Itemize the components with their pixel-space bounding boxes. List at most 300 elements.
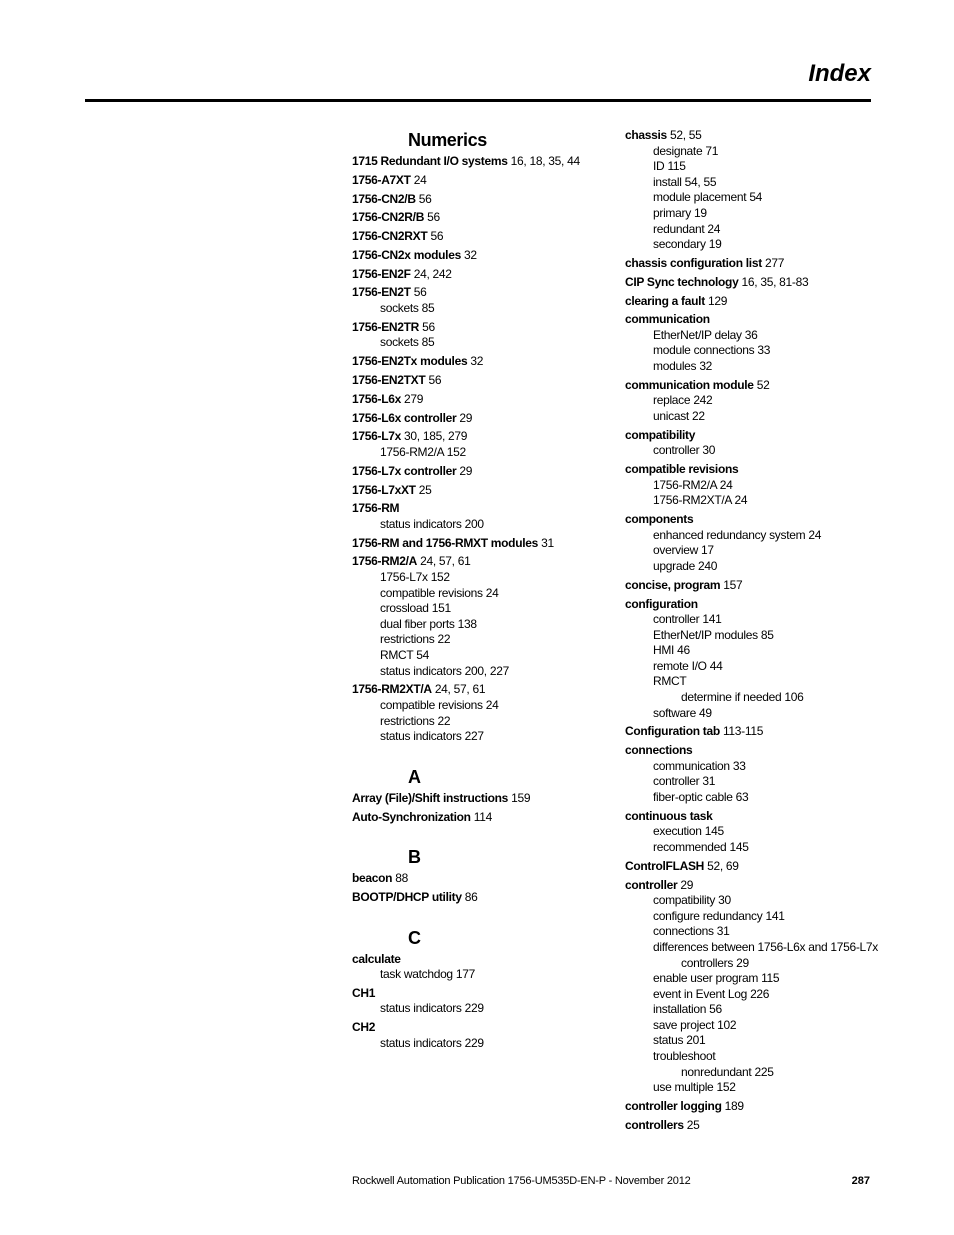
index-subentry [625,674,885,690]
index-entry [625,859,885,875]
index-page-refs: 86 [464,889,478,904]
index-entry [352,1020,614,1036]
index-page-refs: 24, 57, 61 [434,682,486,697]
index-term: installation [653,1002,707,1017]
index-page-refs: 225 [754,1064,774,1079]
index-entry [352,682,614,698]
index-page-refs: 85 [760,627,774,642]
index-page-refs: 88 [395,871,409,886]
index-term: nonredundant [681,1064,752,1079]
index-entry [352,554,614,570]
index-subentry [352,301,614,317]
index-term: 1756-RM [352,501,400,516]
index-page-refs: 141 [702,612,722,627]
index-entry [352,429,614,445]
index-column-right [625,128,885,1133]
index-subentry [625,409,885,425]
index-term: 1756-RM2XT/A [653,493,732,508]
index-page-refs: 102 [717,1017,737,1032]
index-subentry [352,1036,614,1052]
index-page-refs: 24 [485,697,499,712]
index-entry [625,1099,885,1115]
index-entry [625,512,885,528]
index-page-refs: 30 [702,443,716,458]
index-term: compatible revisions [380,585,483,600]
index-term: 1756-RM2/A [380,444,444,459]
index-page-refs: 52 [756,377,770,392]
index-page-refs: 226 [750,986,770,1001]
index-entry [352,320,614,336]
index-term: software [653,705,696,720]
index-entry [352,464,614,480]
index-term: redundant [653,221,705,236]
index-term: use multiple [653,1080,714,1095]
index-subentry [625,190,885,206]
index-page-refs: 189 [724,1099,744,1114]
index-term: 1756-L7x controller [352,463,457,478]
index-subentry [352,601,614,617]
index-subentry [625,924,885,940]
index-page-refs: 16, 18, 35, 44 [510,154,580,168]
index-term: Array (File)/Shift instructions [352,790,509,805]
index-entry [625,378,885,394]
index-term: BOOTP/DHCP utility [352,889,462,904]
index-term: enable user program [653,971,759,986]
index-term: secondary [653,237,706,252]
index-page-refs: 227 [464,729,484,744]
index-page-refs: 56 [428,373,442,387]
index-page-refs: 200, 227 [464,663,509,678]
section-heading: Numerics [408,130,487,150]
index-page-refs: 159 [511,790,531,805]
index-page-refs: 22 [437,713,451,728]
index-term: fiber-optic cable [653,790,733,804]
index-term: EtherNet/IP modules [653,627,758,642]
index-page-refs: 138 [457,616,477,631]
index-subentry [352,632,614,648]
index-subentry [352,967,614,983]
index-subentry [625,840,885,856]
index-term: concise, program [625,577,721,592]
index-page-refs: 141 [765,908,785,923]
index-page-refs: 54 [749,190,763,205]
index-subentry [625,443,885,459]
footer-publication: Rockwell Automation Publication 1756-UM535D-EN-P - November 2012 [352,1175,691,1187]
index-term: 1756-EN2TR [352,319,420,334]
index-page-refs: 29 [736,955,749,970]
index-page-refs: 49 [699,705,712,720]
index-page-refs: 152 [716,1080,736,1095]
index-term: compatible revisions [380,697,483,712]
index-term: execution [653,824,702,839]
index-term: controllers [625,1117,684,1132]
index-subentry [625,222,885,238]
index-page-refs: 31 [716,924,730,939]
index-subentry [625,359,885,375]
index-page-refs: 56 [430,229,444,244]
index-page-refs: 29 [459,410,473,425]
index-subentry [625,612,885,628]
index-page-refs: 242 [693,393,713,408]
index-entry [625,312,885,328]
index-term: calculate [352,951,401,966]
index-page-refs: 32 [470,354,484,369]
index-term: configure redundancy [653,908,763,923]
index-term: 1756-L7x [352,429,401,444]
index-page-refs: 29 [680,877,694,892]
index-entry [352,354,614,370]
index-term: ControlFLASH [625,858,705,873]
index-page-refs: 16, 35, 81-83 [741,274,809,289]
index-term: Auto-Synchronization [352,809,471,824]
index-page-refs: 56 [418,191,432,206]
index-term: troubleshoot [653,1049,716,1064]
index-page-refs: 33 [757,343,771,358]
index-entry [625,578,885,594]
index-page-refs: 19 [693,205,707,220]
index-term: task watchdog [380,967,453,982]
index-page-refs: 229 [464,1001,484,1016]
index-term: chassis configuration list [625,255,762,270]
index-page-refs: 63 [735,790,749,804]
index-subentry [625,628,885,644]
index-term: compatible revisions [625,462,739,477]
title-rule [85,99,871,102]
index-entry [352,483,614,499]
index-term: 1756-CN2RXT [352,229,428,244]
index-term: determine if needed [681,690,782,705]
index-entry [625,256,885,272]
index-subentry [625,144,885,160]
index-entry [352,173,614,189]
section-heading: A [408,766,421,787]
index-page-refs: 56 [709,1002,722,1017]
index-subentry [625,393,885,409]
index-subentry [352,586,614,602]
index-page-refs: 200 [464,516,484,531]
index-term: restrictions [380,632,435,647]
index-subentry [352,617,614,633]
index-term: save project [653,1017,715,1032]
index-page-refs: 24 [719,477,733,492]
index-term: primary [653,205,691,220]
index-subentry [625,659,885,675]
index-page-refs: 115 [761,971,780,986]
index-term: controllers [681,955,734,970]
index-page-refs: 201 [686,1033,706,1048]
index-column-left [352,128,614,1051]
index-term: beacon [352,871,393,886]
index-page-refs: 52, 55 [669,128,702,142]
index-subentry [625,893,885,909]
index-page-refs: 56 [422,319,435,334]
index-page-refs: 115 [667,159,686,174]
index-term: compatibility [653,893,716,908]
index-term: chassis [625,128,667,142]
index-page-refs: 56 [427,210,440,225]
index-subentry [625,759,885,775]
index-term: 1756-CN2R/B [352,210,425,225]
index-term: 1756-RM2/A [352,554,418,569]
index-term: sockets [380,301,419,316]
index-entry [625,294,885,310]
index-term: event in Event Log [653,986,748,1001]
index-page-refs: 32 [464,247,477,262]
index-term: HMI [653,643,675,658]
index-page-refs: 46 [677,643,690,658]
index-term: controller [653,612,700,627]
index-subentry [352,714,614,730]
index-term: 1756-EN2T [352,285,411,300]
page-title: Index [808,60,871,87]
index-page-refs: 44 [709,658,723,673]
index-page-refs: 151 [431,601,451,616]
section-heading: C [408,927,421,948]
index-term: 1756-A7XT [352,172,411,187]
index-term: 1715 Redundant I/O systems [352,154,508,168]
index-term: module connections [653,343,755,358]
index-page-refs: 71 [705,143,719,158]
index-term: differences between 1756-L6x and 1756-L7x [653,939,878,954]
index-term: CIP Sync technology [625,274,739,289]
index-term: 1756-RM and 1756-RMXT modules [352,535,539,550]
index-page-refs: 24, 242 [413,266,452,281]
index-subentry [352,664,614,680]
index-term: module placement [653,190,747,205]
index-term: components [625,512,694,527]
index-term: designate [653,143,703,158]
index-term: continuous task [625,808,713,823]
index-entry [352,871,614,887]
index-page-refs: 129 [707,293,728,308]
index-subentry [625,559,885,575]
index-term: install [653,174,682,189]
index-term: enhanced redundancy system [653,527,806,542]
index-term: connections [653,924,714,939]
index-term: CH2 [352,1020,376,1035]
index-subentry [625,690,885,706]
index-subentry [625,328,885,344]
index-page-refs: 22 [437,632,451,647]
index-page-refs: 177 [455,967,475,982]
index-entry [625,724,885,740]
index-page-refs: 17 [701,543,714,558]
index-page-refs: 32 [699,359,713,374]
index-page-refs: 277 [764,255,785,270]
index-term: ID [653,159,665,174]
index-page-refs: 25 [418,482,432,497]
index-entry [352,890,614,906]
index-entry [352,952,614,968]
index-entry [352,285,614,301]
index-entry [352,791,614,807]
index-subentry [625,159,885,175]
index-entry [352,536,614,552]
index-term: configuration [625,596,698,611]
index-page-refs: 54, 55 [684,174,717,189]
index-subentry [625,940,885,956]
index-entry [625,878,885,894]
index-subentry [625,493,885,509]
index-term: 1756-CN2x modules [352,247,461,262]
index-page-refs: 19 [708,237,722,252]
index-subentry [352,445,614,461]
index-entry [625,428,885,444]
index-term: controller [625,877,678,892]
index-page-refs: 145 [704,824,724,839]
index-subentry [625,543,885,559]
index-term: status indicators [380,1035,462,1050]
index-term: RMCT [380,648,414,662]
index-subentry [625,237,885,253]
index-page-refs: 24 [734,493,748,508]
index-term: restrictions [380,713,435,728]
index-page-refs: 22 [691,409,705,424]
index-term: status indicators [380,729,462,744]
index-term: 1756-RM2XT/A [352,682,432,697]
index-entry [352,501,614,517]
index-page-refs: 31 [541,535,554,550]
index-page-refs: 52, 69 [707,858,739,873]
index-entry [352,192,614,208]
index-page-refs: 229 [464,1035,484,1050]
index-subentry [625,774,885,790]
index-entry [352,229,614,245]
index-page-refs: 25 [686,1117,700,1132]
index-page-refs: 56 [413,285,427,300]
index-subentry [625,528,885,544]
index-term: status indicators [380,663,462,678]
index-entry [625,462,885,478]
index-subentry [625,343,885,359]
index-subentry [625,206,885,222]
index-page-refs: 114 [473,809,492,824]
index-term: 1756-RM2/A [653,477,717,492]
index-page-refs: 29 [459,463,473,478]
index-subentry [625,706,885,722]
index-entry [352,267,614,283]
index-term: Configuration tab [625,724,720,739]
index-subentry [625,643,885,659]
index-entry [352,810,614,826]
index-subentry [625,1002,885,1018]
index-page-refs: 24 [808,527,822,542]
index-subentry [625,1080,885,1096]
index-term: status indicators [380,516,462,531]
index-subentry [625,790,885,806]
index-page-refs: 85 [421,301,435,316]
index-page-refs: 36 [744,327,758,342]
index-term: remote I/O [653,658,707,673]
index-term: 1756-EN2Tx modules [352,354,468,369]
index-term: 1756-L7x [380,570,428,585]
index-term: EtherNet/IP delay [653,327,742,342]
index-page-refs: 24 [485,585,499,600]
index-entry [352,210,614,226]
index-page-refs: 157 [723,577,743,592]
footer-page-number: 287 [851,1175,870,1187]
index-term: CH1 [352,985,376,1000]
index-term: 1756-EN2F [352,266,411,281]
index-term: overview [653,543,698,558]
index-page-refs: 24 [413,172,427,187]
index-term: crossload [380,601,429,616]
section-heading: B [408,847,421,868]
index-entry [352,986,614,1002]
index-term: status [653,1033,684,1048]
index-subentry [625,1049,885,1065]
index-entry [625,275,885,291]
index-page-refs: 152 [430,570,450,585]
index-page-refs: 33 [732,758,746,773]
index-term: modules [653,359,697,374]
index-term: communication module [625,377,754,392]
index-subentry [625,909,885,925]
index-page-refs: 30 [718,893,731,908]
index-page-refs: 54 [416,648,430,662]
index-entry [625,743,885,759]
index-page-refs: 85 [421,335,435,350]
index-subentry [352,335,614,351]
index-term: 1756-L7xXT [352,482,416,497]
index-subentry [625,1065,885,1081]
index-page-refs: 31 [702,774,716,789]
index-page-refs: 240 [698,558,718,573]
index-subentry [352,570,614,586]
index-term: RMCT [653,674,687,689]
index-entry [625,128,885,144]
index-page-refs: 152 [446,444,466,459]
index-term: connections [625,743,693,758]
index-term: 1756-L6x controller [352,410,457,425]
index-term: status indicators [380,1001,462,1016]
index-entry [352,373,614,389]
index-subentry [625,971,885,987]
index-term: controller logging [625,1099,722,1114]
index-term: clearing a fault [625,293,705,308]
index-term: controller [653,443,700,458]
index-entry [625,809,885,825]
index-entry [352,154,614,170]
index-entry [625,1118,885,1134]
index-term: unicast [653,409,689,424]
index-page-refs: 24, 57, 61 [420,554,471,569]
index-subentry [352,1001,614,1017]
index-page-refs: 279 [404,391,424,406]
index-subentry [352,648,614,664]
index-page-refs: 30, 185, 279 [404,429,468,444]
index-subentry [625,1018,885,1034]
index-term: 1756-L6x [352,391,401,406]
index-term: upgrade [653,558,695,573]
index-subentry [625,824,885,840]
index-term: 1756-EN2TXT [352,373,426,387]
index-entry [352,248,614,264]
index-page-refs: 113-115 [722,724,764,739]
index-subentry [352,698,614,714]
index-subentry [352,729,614,745]
index-subentry [352,517,614,533]
index-page-refs: 145 [729,839,749,854]
index-entry [352,392,614,408]
index-term: compatibility [625,427,696,442]
index-term: dual fiber ports [380,616,455,631]
index-term: 1756-CN2/B [352,191,416,206]
index-term: sockets [380,335,419,350]
index-term: recommended [653,839,727,854]
index-term: replace [653,393,691,408]
index-page-refs: 24 [707,221,721,236]
